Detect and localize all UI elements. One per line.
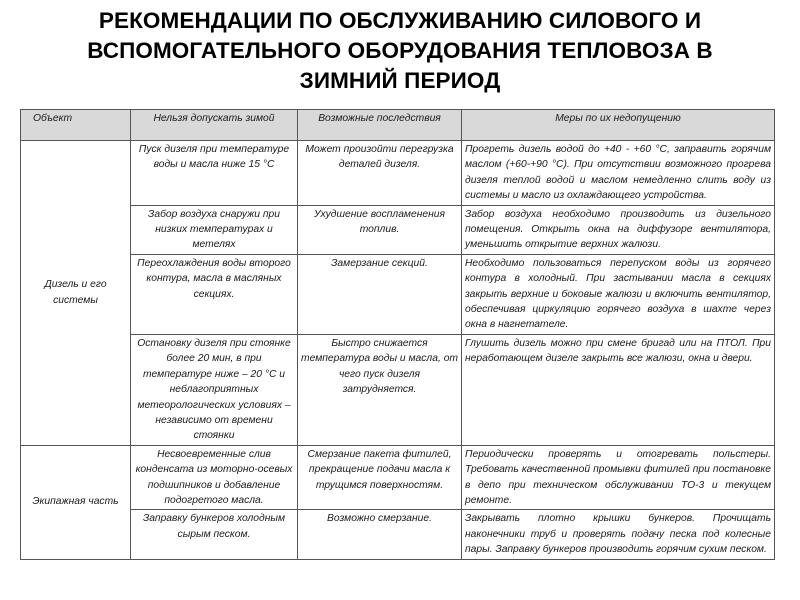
consequence-cell: Быстро снижается температура воды и масла, от чего пуск дизеля затрудняется. [298, 334, 462, 445]
consequence-cell: Может произойти перегрузка деталей дизеля. [298, 141, 462, 206]
page-title [0, 6, 800, 96]
header-forbidden: Нельзя допускать зимой [131, 110, 298, 141]
consequence-cell: Замерзание секций. [298, 254, 462, 334]
header-consequences: Возможные последствия [298, 110, 462, 141]
table-header-row [21, 110, 775, 141]
table-row [21, 334, 775, 445]
measures-cell: Забор воздуха необходимо производить из дизельного помещения. Открыть окна на диффузоре вентилятора, уменьшить открытие верхних жалюзи. [462, 205, 775, 254]
measures-cell: Глушить дизель можно при смене бригад или на ПТОЛ. При неработающем дизеле закрыть все жалюзи, окна и двери. [462, 334, 775, 445]
consequence-cell: Ухудшение воспламенения топлив. [298, 205, 462, 254]
measures-cell: Прогреть дизель водой до +40 - +60 °С, заправить горячим маслом (+60-+90 °С). При отсутствии возможного прогрева дизеля теплой водой и маслом немедленно слить воду из системы и масло из охлаждающего устройства. [462, 141, 775, 206]
object-cell-diesel: Дизель и его системы [21, 141, 131, 446]
measures-cell: Периодически проверять и отогревать польстеры. Требовать качественной промывки фитилей при постановке в депо при техническом обслуживании ТО-3 и текущем ремонте. [462, 445, 775, 510]
table-row [21, 510, 775, 559]
table-row [21, 205, 775, 254]
recommendations-table [20, 109, 775, 560]
table-row [21, 254, 775, 334]
title-line-2: ВСПОМОГАТЕЛЬНОГО ОБОРУДОВАНИЯ ТЕПЛОВОЗА В [87, 38, 713, 63]
forbidden-cell: Переохлаждения воды второго контура, масла в масляных секциях. [131, 254, 298, 334]
forbidden-cell: Несвоевременные слив конденсата из моторно-осевых подшипников и добавление подогретого масла. [131, 445, 298, 510]
forbidden-cell: Забор воздуха снаружи при низких температурах и метелях [131, 205, 298, 254]
measures-cell: Необходимо пользоваться перепуском воды из горячего контура в холодный. При застывании масла в секциях закрыть верхние и боковые жалюзи и включить вентилятор, обеспечивая циркуляцию горячего воздуха в шахте через окна в нагнетателе. [462, 254, 775, 334]
title-line-3: ЗИМНИЙ ПЕРИОД [299, 68, 501, 93]
object-cell-undercarriage: Экипажная часть [21, 445, 131, 559]
header-measures: Меры по их недопущению [462, 110, 775, 141]
consequence-cell: Смерзание пакета фитилей, прекращение подачи масла к трущимся поверхностям. [298, 445, 462, 510]
table-row [21, 141, 775, 206]
consequence-cell: Возможно смерзание. [298, 510, 462, 559]
forbidden-cell: Пуск дизеля при температуре воды и масла ниже 15 °С [131, 141, 298, 206]
forbidden-cell: Заправку бункеров холодным сырым песком. [131, 510, 298, 559]
measures-cell: Закрывать плотно крышки бункеров. Прочищать наконечники труб и проверять подачу песка под колесные пары. Заправку бункеров производить горячим сухим песком. [462, 510, 775, 559]
header-object: Объект [21, 110, 131, 141]
table-row [21, 445, 775, 510]
forbidden-cell: Остановку дизеля при стоянке более 20 мин, в при температуре ниже – 20 °С и неблагоприятных метеорологических условиях – независимо от времени стоянки [131, 334, 298, 445]
title-line-1: РЕКОМЕНДАЦИИ ПО ОБСЛУЖИВАНИЮ СИЛОВОГО И [98, 8, 702, 33]
